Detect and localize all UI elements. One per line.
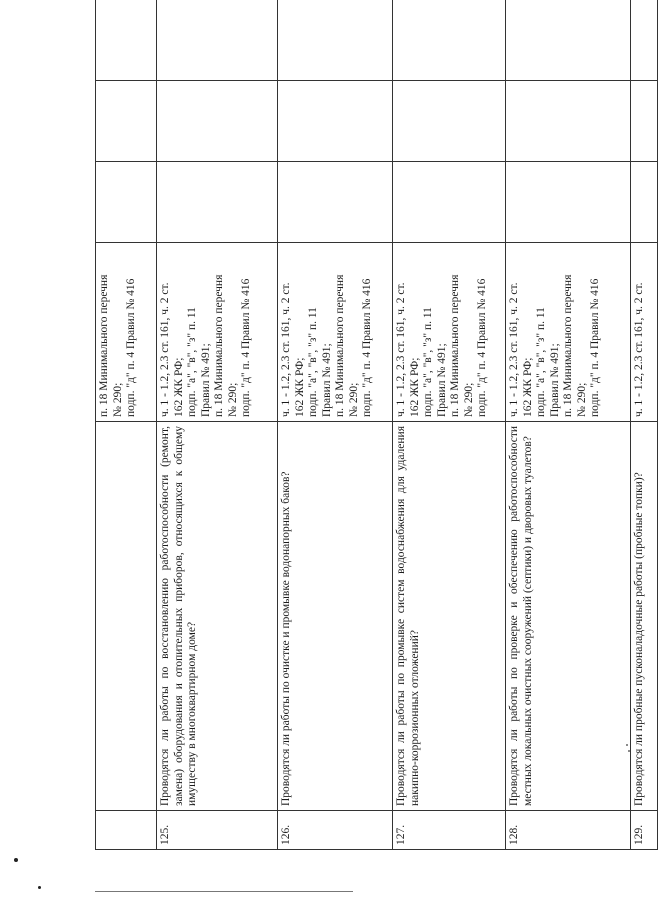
answer-na-cell <box>506 0 631 81</box>
answer-no-cell <box>96 81 157 162</box>
basis-line: 162 ЖК РФ; <box>293 357 306 417</box>
row-question: Проводятся ли пробные пусконаладочные работы (пробные топки)? <box>631 422 658 811</box>
basis-line: п. 18 Минимального перечня <box>562 274 574 417</box>
basis-line: подп. "д" п. 4 Правил № 416 <box>361 278 373 417</box>
row-number: 126. <box>278 811 393 850</box>
row-number <box>96 811 157 850</box>
row-number: 127. <box>393 811 506 850</box>
basis-line: п. 18 Минимального перечня <box>334 274 346 417</box>
row-legal-basis <box>393 243 506 422</box>
basis-line: № 290; <box>462 382 475 417</box>
table-row <box>278 0 393 850</box>
page-bottom-rule <box>95 891 353 892</box>
basis-line: 162 ЖК РФ; <box>408 357 421 417</box>
row-question <box>96 422 157 811</box>
answer-no-cell <box>157 81 278 162</box>
basis-line: подп. "д" п. 4 Правил № 416 <box>589 278 601 417</box>
answer-yes-cell <box>278 162 393 243</box>
checklist-table <box>95 0 658 850</box>
basis-line: подп. "а", "в", "з" п. 11 <box>422 307 434 417</box>
answer-na-cell <box>631 0 658 81</box>
basis-line: ч. 1 - 1.2, 2.3 ст. 161, ч. 2 ст. <box>159 282 171 417</box>
table-row <box>157 0 278 850</box>
rotated-page <box>95 50 645 850</box>
basis-line: ч. 1 - 1.2, 2.3 ст. 161, ч. 2 ст. <box>633 282 645 417</box>
scan-speck <box>38 886 41 889</box>
basis-line: п. 18 Минимального перечня <box>98 274 110 417</box>
answer-yes-cell <box>157 162 278 243</box>
answer-no-cell <box>278 81 393 162</box>
row-legal-basis <box>506 243 631 422</box>
answer-yes-cell <box>506 162 631 243</box>
table-row <box>506 0 631 850</box>
basis-line: № 290; <box>226 382 239 417</box>
answer-yes-cell <box>393 162 506 243</box>
basis-line: Правил № 491; <box>199 343 212 417</box>
row-number: 129. <box>631 811 658 850</box>
answer-na-cell <box>96 0 157 81</box>
row-number: 125. <box>157 811 278 850</box>
basis-line: Правил № 491; <box>435 343 448 417</box>
row-number: 128. <box>506 811 631 850</box>
answer-no-cell <box>393 81 506 162</box>
answer-na-cell <box>278 0 393 81</box>
basis-line: 162 ЖК РФ; <box>521 357 534 417</box>
basis-line: Правил № 491; <box>320 343 333 417</box>
row-legal-basis <box>96 243 157 422</box>
answer-na-cell <box>157 0 278 81</box>
answer-no-cell <box>631 81 658 162</box>
basis-line: № 290; <box>575 382 588 417</box>
scan-speck <box>628 750 630 752</box>
basis-line: Правил № 491; <box>548 343 561 417</box>
basis-line: п. 18 Минимального перечня <box>449 274 461 417</box>
basis-line: ч. 1 - 1.2, 2.3 ст. 161, ч. 2 ст. <box>508 282 520 417</box>
basis-line: подп. "д" п. 4 Правил № 416 <box>240 278 252 417</box>
basis-line: ч. 1 - 1.2, 2.3 ст. 161, ч. 2 ст. <box>395 282 407 417</box>
basis-line: подп. "д" п. 4 Правил № 416 <box>125 278 137 417</box>
row-legal-basis <box>631 243 658 422</box>
scan-speck <box>626 744 628 746</box>
row-question: Проводятся ли работы по восстановлению работоспособности (ремонт, замена) оборудования и отопительных приборов, относящихся к общему имуществу в многоквартирном доме? <box>157 422 278 811</box>
answer-na-cell <box>393 0 506 81</box>
scan-speck <box>14 858 18 862</box>
answer-yes-cell <box>96 162 157 243</box>
basis-line: подп. "д" п. 4 Правил № 416 <box>476 278 488 417</box>
basis-line: подп. "а", "в", "з" п. 11 <box>535 307 547 417</box>
table-row <box>631 0 658 850</box>
row-legal-basis <box>157 243 278 422</box>
basis-line: № 290; <box>111 382 124 417</box>
answer-no-cell <box>506 81 631 162</box>
basis-line: № 290; <box>347 382 360 417</box>
row-question: Проводятся ли работы по промывке систем водоснабжения для удаления накипно-коррозионных отложений? <box>393 422 506 811</box>
row-legal-basis <box>278 243 393 422</box>
basis-line: подп. "а", "в", "з" п. 11 <box>307 307 319 417</box>
row-question: Проводятся ли работы по очистке и промывке водонапорных баков? <box>278 422 393 811</box>
basis-line: подп. "а", "в", "з" п. 11 <box>186 307 198 417</box>
row-question: Проводятся ли работы по проверке и обеспечению работоспособности местных локальных очистных сооружений (септики) и дворовых туалетов? <box>506 422 631 811</box>
basis-line: 162 ЖК РФ; <box>172 357 185 417</box>
basis-line: п. 18 Минимального перечня <box>213 274 225 417</box>
basis-line: ч. 1 - 1.2, 2.3 ст. 161, ч. 2 ст. <box>280 282 292 417</box>
answer-yes-cell <box>631 162 658 243</box>
table-row <box>96 0 157 850</box>
table-row <box>393 0 506 850</box>
